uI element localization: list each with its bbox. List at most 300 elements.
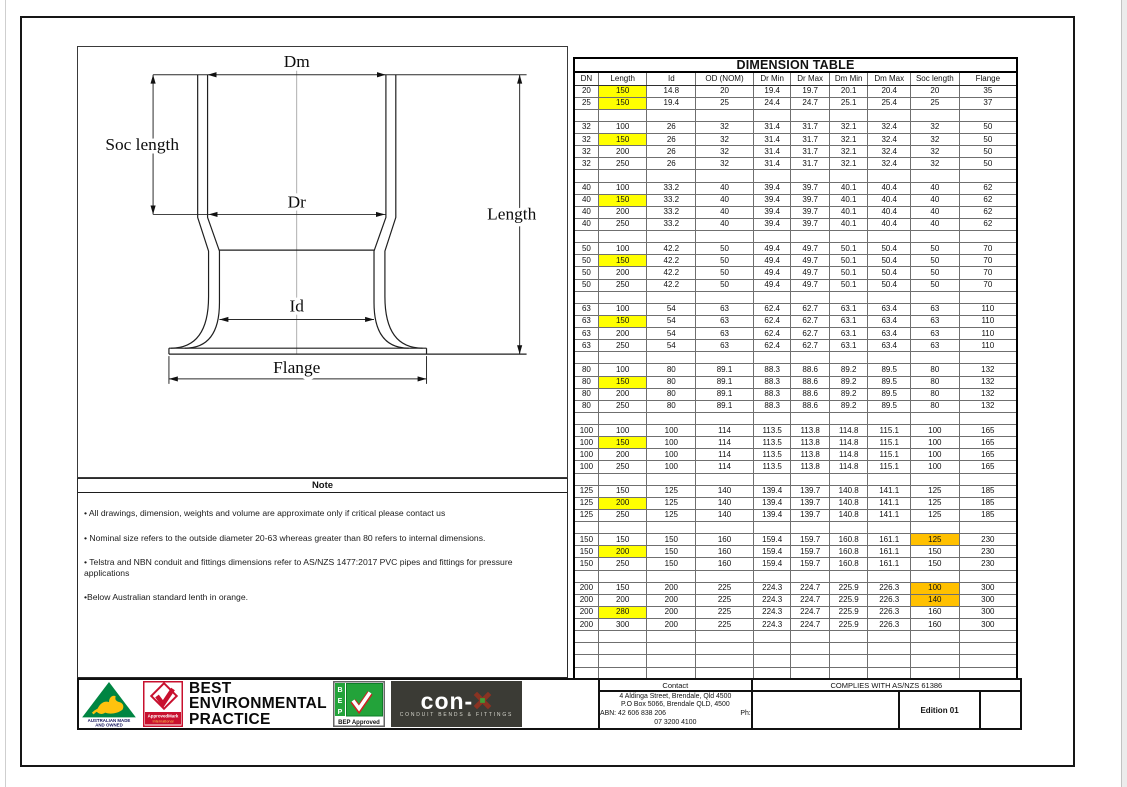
table-cell: 20 [574, 85, 598, 97]
table-cell: 225.9 [829, 594, 868, 606]
table-cell: 40 [911, 194, 960, 206]
table-cell: 63 [696, 303, 754, 315]
table-cell [911, 170, 960, 182]
table-cell [959, 522, 1017, 534]
table-cell: 100 [598, 303, 647, 315]
table-cell: 100 [574, 437, 598, 449]
table-cell: 150 [598, 255, 647, 267]
table-cell [574, 522, 598, 534]
dim-label-soc-length: Soc length [105, 135, 180, 155]
table-cell: 50 [696, 279, 754, 291]
table-cell: 50.1 [829, 255, 868, 267]
table-cell: 50.4 [868, 267, 911, 279]
table-cell [791, 643, 830, 655]
table-cell: 225 [696, 582, 754, 594]
table-cell [911, 522, 960, 534]
table-cell: 250 [598, 509, 647, 521]
table-cell [911, 291, 960, 303]
table-cell [753, 412, 791, 424]
table-cell: 32 [696, 146, 754, 158]
conx-brand: con- [421, 691, 493, 711]
table-cell: 31.7 [791, 146, 830, 158]
table-cell: 89.1 [696, 376, 754, 388]
table-cell [598, 522, 647, 534]
table-cell [868, 352, 911, 364]
table-cell: 100 [647, 437, 696, 449]
table-cell: 32.4 [868, 121, 911, 133]
table-cell: 20.4 [868, 85, 911, 97]
column-header: Length [598, 72, 647, 85]
table-cell: 300 [959, 582, 1017, 594]
table-cell: 300 [959, 606, 1017, 618]
edition-label: Edition 01 [899, 691, 979, 729]
table-cell: 40.4 [868, 206, 911, 218]
column-header: Dr Max [791, 72, 830, 85]
table-cell [829, 231, 868, 243]
table-cell: 54 [647, 303, 696, 315]
table-cell: 224.7 [791, 582, 830, 594]
table-cell: 32.1 [829, 121, 868, 133]
table-cell: 89.5 [868, 388, 911, 400]
table-cell: 114 [696, 425, 754, 437]
empty-cell [752, 691, 900, 729]
table-cell: 88.6 [791, 364, 830, 376]
table-cell: 139.4 [753, 485, 791, 497]
footer-strip [77, 678, 1018, 730]
table-row [574, 97, 1017, 109]
table-cell: 250 [598, 218, 647, 230]
table-cell: 100 [574, 461, 598, 473]
table-cell: 110 [959, 340, 1017, 352]
table-cell [696, 352, 754, 364]
table-cell: 39.7 [791, 218, 830, 230]
table-row-blank [574, 655, 1017, 667]
table-cell: 132 [959, 364, 1017, 376]
table-cell: 63.1 [829, 303, 868, 315]
table-cell: 125 [574, 497, 598, 509]
table-cell: 70 [959, 279, 1017, 291]
table-cell: 113.8 [791, 449, 830, 461]
table-row [574, 497, 1017, 509]
table-cell: 139.4 [753, 497, 791, 509]
svg-text:B: B [337, 687, 343, 694]
table-cell: 50 [911, 267, 960, 279]
table-cell: 89.1 [696, 388, 754, 400]
table-cell: 80 [911, 376, 960, 388]
table-cell: 49.4 [753, 267, 791, 279]
table-cell: 40 [911, 206, 960, 218]
table-cell [753, 655, 791, 667]
table-cell: 125 [911, 509, 960, 521]
table-cell: 32 [696, 121, 754, 133]
table-cell: 33.2 [647, 194, 696, 206]
table-cell: 42.2 [647, 243, 696, 255]
table-cell [647, 473, 696, 485]
table-row [574, 255, 1017, 267]
table-cell: 50 [911, 255, 960, 267]
table-row [574, 340, 1017, 352]
table-cell: 159.4 [753, 558, 791, 570]
table-cell: 39.7 [791, 206, 830, 218]
table-cell: 125 [911, 534, 960, 546]
table-cell [753, 109, 791, 121]
table-cell [911, 473, 960, 485]
table-cell: 230 [959, 546, 1017, 558]
table-cell: 200 [574, 582, 598, 594]
table-cell: 33.2 [647, 182, 696, 194]
table-cell: 32 [696, 134, 754, 146]
table-cell: 25 [696, 97, 754, 109]
table-cell: 250 [598, 558, 647, 570]
table-cell: 139.7 [791, 509, 830, 521]
table-cell: 50 [911, 279, 960, 291]
table-cell: 225.9 [829, 582, 868, 594]
table-row [574, 303, 1017, 315]
table-cell: 125 [911, 485, 960, 497]
table-cell: 80 [574, 376, 598, 388]
table-cell: 160 [911, 606, 960, 618]
table-cell [574, 170, 598, 182]
table-cell: 100 [574, 425, 598, 437]
table-cell: 49.4 [753, 243, 791, 255]
table-cell: 62 [959, 182, 1017, 194]
table-cell: 200 [647, 606, 696, 618]
table-cell: 200 [574, 606, 598, 618]
table-cell: 226.3 [868, 606, 911, 618]
table-cell [598, 109, 647, 121]
note-box [77, 478, 568, 678]
table-cell: 63 [911, 328, 960, 340]
table-row [574, 315, 1017, 327]
column-header: Flange [959, 72, 1017, 85]
table-row [574, 328, 1017, 340]
table-cell: 225.9 [829, 619, 868, 631]
table-cell: 250 [598, 340, 647, 352]
table-row-blank [574, 352, 1017, 364]
table-cell [959, 643, 1017, 655]
table-cell: 226.3 [868, 582, 911, 594]
table-cell: 114 [696, 461, 754, 473]
table-row [574, 534, 1017, 546]
table-cell: 110 [959, 303, 1017, 315]
table-row [574, 449, 1017, 461]
table-cell [868, 631, 911, 643]
table-cell: 63 [911, 315, 960, 327]
table-row-blank [574, 473, 1017, 485]
table-cell: 160.8 [829, 546, 868, 558]
table-cell: 113.5 [753, 461, 791, 473]
table-row-blank [574, 522, 1017, 534]
table-cell: 40.1 [829, 182, 868, 194]
table-cell: 200 [647, 582, 696, 594]
table-cell [598, 643, 647, 655]
table-cell: 40 [696, 218, 754, 230]
dimension-arrowheads [151, 72, 523, 381]
table-cell: 49.7 [791, 267, 830, 279]
table-cell: 49.7 [791, 243, 830, 255]
table-cell: 89.2 [829, 400, 868, 412]
table-cell: 224.7 [791, 606, 830, 618]
table-cell: 63.4 [868, 303, 911, 315]
table-cell: 250 [598, 400, 647, 412]
table-cell [574, 643, 598, 655]
table-cell: 25.4 [868, 97, 911, 109]
table-cell: 89.1 [696, 400, 754, 412]
table-cell: 113.5 [753, 449, 791, 461]
table-cell: 40 [574, 218, 598, 230]
table-cell: 63 [696, 328, 754, 340]
table-row [574, 606, 1017, 618]
table-cell: 31.7 [791, 134, 830, 146]
table-cell: 32 [574, 121, 598, 133]
table-row [574, 400, 1017, 412]
table-cell: 19.7 [791, 85, 830, 97]
table-row-blank [574, 109, 1017, 121]
table-cell: 224.7 [791, 594, 830, 606]
table-cell [791, 522, 830, 534]
table-cell: 160.8 [829, 534, 868, 546]
table-cell: 224.3 [753, 606, 791, 618]
table-cell [959, 570, 1017, 582]
table-cell [829, 412, 868, 424]
table-cell: 89.1 [696, 364, 754, 376]
table-cell: 225 [696, 619, 754, 631]
table-cell: 165 [959, 449, 1017, 461]
table-cell: 159.7 [791, 546, 830, 558]
table-row [574, 146, 1017, 158]
table-cell: 80 [574, 388, 598, 400]
table-cell: 63.4 [868, 315, 911, 327]
table-cell: 19.4 [647, 97, 696, 109]
table-row [574, 218, 1017, 230]
table-cell: 88.3 [753, 400, 791, 412]
table-cell: 54 [647, 315, 696, 327]
table-cell: 150 [647, 558, 696, 570]
table-cell: 80 [911, 364, 960, 376]
certification-logos [81, 681, 522, 727]
table-cell: 39.4 [753, 218, 791, 230]
table-cell [647, 352, 696, 364]
table-row [574, 485, 1017, 497]
table-cell: 31.7 [791, 121, 830, 133]
table-cell: 80 [911, 388, 960, 400]
table-cell: 32.1 [829, 134, 868, 146]
dim-label-dr: Dr [287, 192, 306, 212]
table-cell [911, 352, 960, 364]
table-cell [829, 352, 868, 364]
note-bullet: • Nominal size refers to the outside diameter 20-63 whereas greater than 80 refers to internal dimensions. [84, 532, 486, 543]
table-cell: 200 [598, 388, 647, 400]
table-cell: 37 [959, 97, 1017, 109]
table-cell: 49.4 [753, 255, 791, 267]
table-cell: 200 [598, 206, 647, 218]
table-cell: 26 [647, 121, 696, 133]
table-cell: 40 [574, 194, 598, 206]
table-cell: 115.1 [868, 461, 911, 473]
table-row [574, 509, 1017, 521]
table-cell [574, 655, 598, 667]
table-cell: 115.1 [868, 449, 911, 461]
table-cell: 115.1 [868, 437, 911, 449]
table-cell: 132 [959, 400, 1017, 412]
table-cell: 50.4 [868, 255, 911, 267]
table-cell: 88.3 [753, 376, 791, 388]
table-cell [959, 631, 1017, 643]
table-cell: 300 [959, 619, 1017, 631]
table-cell [911, 412, 960, 424]
phone-number: 07 3200 4100 [654, 718, 697, 726]
table-cell: 250 [598, 279, 647, 291]
table-cell: 63.4 [868, 340, 911, 352]
table-cell: 110 [959, 315, 1017, 327]
table-cell [868, 473, 911, 485]
complies-header: COMPLIES WITH AS/NZS 61386 [752, 679, 1021, 691]
table-cell: 159.4 [753, 534, 791, 546]
table-cell: 225 [696, 594, 754, 606]
table-cell: 63.1 [829, 328, 868, 340]
table-row-blank [574, 170, 1017, 182]
table-cell [574, 109, 598, 121]
table-cell [696, 631, 754, 643]
table-cell: 39.7 [791, 194, 830, 206]
table-cell: 39.4 [753, 182, 791, 194]
table-cell: 300 [959, 594, 1017, 606]
table-cell: 63 [911, 340, 960, 352]
table-cell: 62.7 [791, 328, 830, 340]
contact-info-table [598, 678, 1022, 730]
note-title: Note [78, 479, 567, 493]
table-cell [574, 352, 598, 364]
table-cell: 225 [696, 606, 754, 618]
table-cell: 32 [574, 134, 598, 146]
table-cell [868, 109, 911, 121]
table-cell: 150 [911, 546, 960, 558]
fitting-drawing-box [77, 46, 568, 478]
table-row [574, 582, 1017, 594]
empty-cell [980, 691, 1021, 729]
table-cell: 32 [574, 158, 598, 170]
table-cell: 33.2 [647, 206, 696, 218]
table-cell: 150 [598, 376, 647, 388]
table-cell: 32.4 [868, 134, 911, 146]
table-cell: 40 [574, 206, 598, 218]
table-cell: 32.1 [829, 158, 868, 170]
table-cell [868, 231, 911, 243]
table-cell: 100 [647, 449, 696, 461]
table-cell: 40 [696, 206, 754, 218]
table-cell [574, 291, 598, 303]
table-cell: 100 [598, 364, 647, 376]
table-cell: 100 [598, 121, 647, 133]
table-cell: 150 [598, 134, 647, 146]
table-cell [791, 412, 830, 424]
table-cell: 14.8 [647, 85, 696, 97]
table-cell: 63.4 [868, 328, 911, 340]
table-cell: 62.4 [753, 315, 791, 327]
table-cell: 26 [647, 146, 696, 158]
table-cell [791, 655, 830, 667]
column-header: OD (NOM) [696, 72, 754, 85]
table-cell [829, 655, 868, 667]
table-cell: 100 [911, 582, 960, 594]
table-cell [753, 643, 791, 655]
table-cell: 140.8 [829, 509, 868, 521]
table-cell: 161.1 [868, 534, 911, 546]
table-cell [753, 522, 791, 534]
table-cell: 110 [959, 328, 1017, 340]
table-cell: 63.1 [829, 315, 868, 327]
table-row [574, 121, 1017, 133]
table-cell: 114.8 [829, 425, 868, 437]
dim-label-length: Length [487, 204, 537, 224]
table-cell [598, 231, 647, 243]
dim-label-id: Id [289, 296, 304, 316]
table-cell [598, 170, 647, 182]
table-cell: 40.1 [829, 194, 868, 206]
table-cell: 63 [911, 303, 960, 315]
table-cell: 150 [598, 194, 647, 206]
table-cell: 159.7 [791, 534, 830, 546]
dimension-table [573, 71, 1018, 680]
table-cell: 224.3 [753, 582, 791, 594]
table-cell: 63 [574, 315, 598, 327]
table-cell: 165 [959, 425, 1017, 437]
table-cell [911, 655, 960, 667]
table-row [574, 364, 1017, 376]
table-cell: 139.4 [753, 509, 791, 521]
table-cell [959, 655, 1017, 667]
table-cell: 25 [911, 97, 960, 109]
table-cell: 100 [574, 449, 598, 461]
table-cell [829, 170, 868, 182]
table-cell [696, 655, 754, 667]
table-cell: 226.3 [868, 594, 911, 606]
table-cell [696, 643, 754, 655]
table-row [574, 194, 1017, 206]
table-cell: 140.8 [829, 485, 868, 497]
table-cell: 50.4 [868, 243, 911, 255]
table-cell [911, 643, 960, 655]
table-cell [696, 522, 754, 534]
table-cell: 89.5 [868, 400, 911, 412]
table-row [574, 594, 1017, 606]
table-cell: 150 [598, 437, 647, 449]
table-cell: 200 [598, 267, 647, 279]
table-cell: 24.7 [791, 97, 830, 109]
table-cell: 140 [696, 509, 754, 521]
table-cell [753, 231, 791, 243]
approvedmark-logo [143, 681, 183, 727]
table-cell: 89.2 [829, 364, 868, 376]
table-cell: 50 [959, 121, 1017, 133]
table-cell: 250 [598, 158, 647, 170]
table-cell: 150 [598, 315, 647, 327]
table-cell: 33.2 [647, 218, 696, 230]
note-bullet: •Below Australian standard lenth in orange. [84, 592, 249, 602]
dimension-table-section [573, 57, 1018, 680]
table-cell [829, 109, 868, 121]
table-cell: 113.5 [753, 437, 791, 449]
table-cell [911, 570, 960, 582]
table-cell: 40.4 [868, 182, 911, 194]
table-row [574, 243, 1017, 255]
table-cell [753, 352, 791, 364]
fitting-cross-section-drawing [78, 47, 566, 475]
bep-approved-label: BEP Approved [338, 720, 380, 726]
table-cell [696, 291, 754, 303]
table-cell [868, 412, 911, 424]
table-cell: 125 [647, 509, 696, 521]
